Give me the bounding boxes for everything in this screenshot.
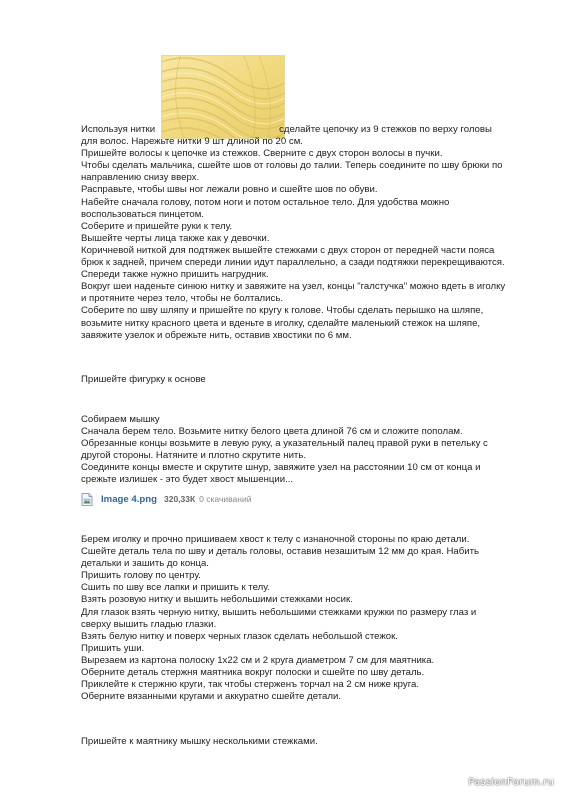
text-line: сверху вышить гладью глазки. <box>81 618 217 630</box>
instructions-mouse-body <box>81 534 521 703</box>
instructions-final <box>81 736 521 748</box>
text-line: срежьте излишек - это будет хвост мышенции... <box>81 474 294 486</box>
text-line: Соберите по шву шляпу и пришейте по кругу к голове. Чтобы сделать перышко на шляпе, <box>81 305 484 317</box>
text-line: воспользоваться пинцетом. <box>81 208 204 220</box>
text-line: Берем иголку и прочно пришиваем хвост к телу с изнаночной стороны по краю детали. <box>81 534 470 545</box>
text-line: Вырезаем из картона полоску 1х22 см и 2 круга диаметром 7 см для маятника. <box>81 654 435 666</box>
text-line: Оберните деталь стержня маятника вокруг полоски и сшейте по шву деталь. <box>81 667 425 679</box>
text-line: и протяните через тело, чтобы не болтались. <box>81 293 283 305</box>
text-line: Взять розовую нитку и вышить небольшими стежками носик. <box>81 594 353 606</box>
text-line: Взять белую нитку и поверх черных глазок сделать небольшой стежок. <box>81 630 398 642</box>
section-heading: Собираем мышку <box>81 414 160 425</box>
attachment-link[interactable]: Image 4.png <box>101 493 157 505</box>
text-line: Расправьте, чтобы швы ног лежали ровно и сшейте шов по обуви. <box>81 184 378 196</box>
text-line: Коричневой ниткой для подтяжек вышейте стежками с двух сторон от передней части пояса <box>81 244 495 256</box>
text-line: Пришейте к маятнику мышку несколькими стежками. <box>81 736 318 747</box>
text-line: Спереди также нужно пришить нагрудник. <box>81 269 269 281</box>
attachment-size: 320,33К <box>163 494 196 504</box>
text-line: Пришить голову по центру. <box>81 570 201 582</box>
text-line: Вокруг шеи наденьте синюю нитку и завяжите на узел, концы "галстучка" можно вдеть в иголку <box>81 281 506 293</box>
text-fragment: Используя нитки <box>81 124 156 135</box>
text-line: Соберите и пришейте руки к телу. <box>81 220 233 232</box>
text-line: для волос. Нарежьте нитки 9 шт длиной по 20 см. <box>81 136 303 148</box>
text-line: Приклейте к стержню круги, так чтобы стерженъ торчал на 2 см ниже круга. <box>81 679 419 691</box>
text-line: Пришить уши. <box>81 642 145 654</box>
text-line: Сначала берем тело. Возьмите нитку белого цвета длиной 76 см и сложите пополам. <box>81 426 463 438</box>
text-line: детальки и зашить до конца. <box>81 558 209 570</box>
text-line: брюк к задней, причем спереди линии идут параллельно, а сзади подтяжки перекрещиваются. <box>81 257 505 269</box>
text-line: Оберните вязанными кругами и аккуратно сшейте детали. <box>81 691 341 703</box>
instructions-attach <box>81 374 521 386</box>
site-watermark: PassionForum.ru <box>468 777 554 788</box>
instructions-doll <box>81 124 521 342</box>
text-line: Для глазок взять черную нитку, вышить небольшими стежками кружки по размеру глаз и <box>81 606 477 618</box>
text-line: Пришейте фигурку к основе <box>81 374 206 385</box>
text-line: Соедините концы вместе и скрутите шнур, завяжите узел на расстоянии 10 см от конца и <box>81 462 481 474</box>
text-line: Обрезанные концы возьмите в левую руку, а указательный палец правой руки в петельку с <box>81 438 488 450</box>
image-file-icon <box>81 493 93 506</box>
text-line: Сшить по шву все лапки и пришить к телу. <box>81 582 270 594</box>
text-line: возьмите нитку красного цвета и вденьте в иголку, сделайте маленький стежок на шляпе, <box>81 317 481 329</box>
text-line: Вышейте черты лица также как у девочки. <box>81 232 270 244</box>
text-line: Сшейте деталь тела по шву и деталь головы, оставив незашитым 12 мм до края. Набить <box>81 546 479 558</box>
text-line: завяжите узелок и обрежьте нить, оставив хвостики по 6 мм. <box>81 329 352 341</box>
text-fragment: сделайте цепочку из 9 стежков по верху головы <box>279 124 492 135</box>
attachment-row <box>81 491 251 507</box>
instructions-mouse-start <box>81 414 521 487</box>
text-line: Чтобы сделать мальчика, сшейте шов от головы до талии. Теперь соедините по шву брюки по <box>81 160 503 172</box>
text-line <box>81 124 521 136</box>
text-line: направлению снизу вверх. <box>81 172 200 184</box>
text-line: Набейте сначала голову, потом ноги и потом остальное тело. Для удобства можно <box>81 196 450 208</box>
text-line: другой стороны. Натяните и плотно скрутите нить. <box>81 450 306 462</box>
attachment-downloads: 0 скачиваний <box>199 494 252 504</box>
text-line: Пришейте волосы к цепочке из стежков. Сверните с двух сторон волосы в пучки. <box>81 148 443 160</box>
